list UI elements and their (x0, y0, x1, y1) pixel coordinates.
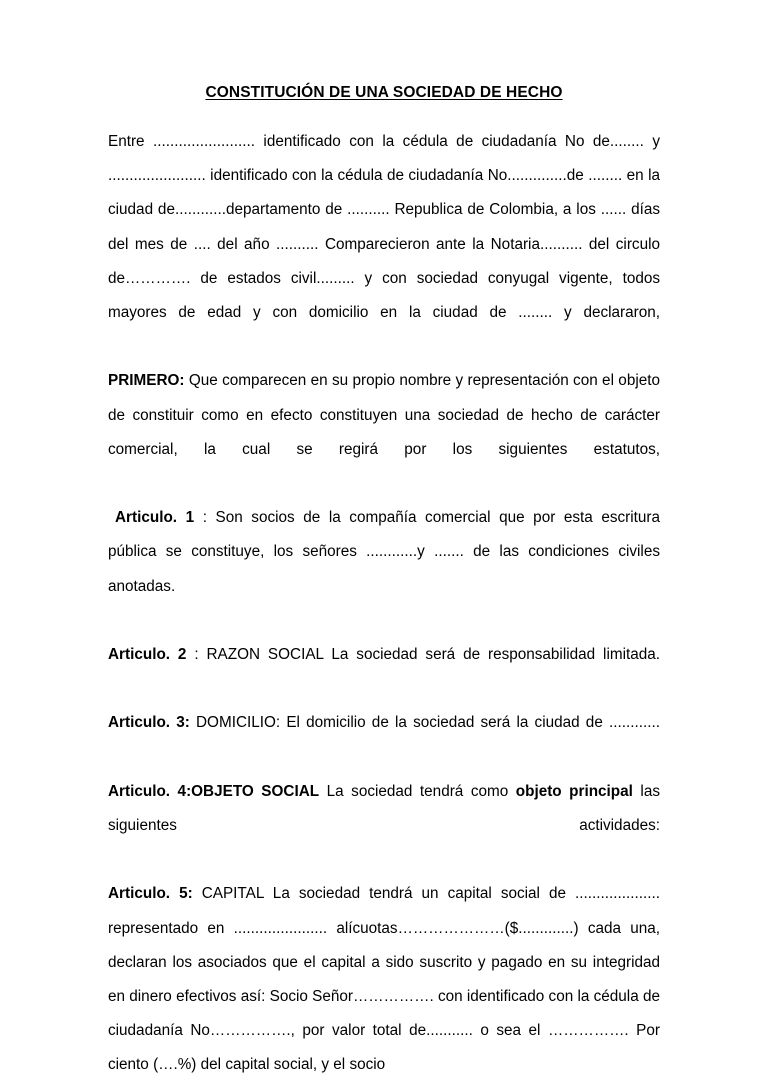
paragraph-articulo-3 (108, 706, 660, 774)
preamble-text: Entre ........................ identificado con la cédula de ciudadanía No de........ y ....................... identificado con la cédula de ciudadanía No..............de ........ en la ciudad de............departamento de .......... Republica de Colombia, a los ...... días del mes de .... del año .......... Comparecieron ante la Notaria.......... del circulo de…………. de estados civil......... y con sociedad conyugal vigente, todos mayores de edad y con domicilio en la ciudad de ........ y declararon, (108, 133, 660, 322)
document-body (108, 82, 660, 1083)
page-title-text: CONSTITUCIÓN DE UNA SOCIEDAD DE HECHO (205, 84, 563, 101)
paragraph-articulo-4 (108, 775, 660, 878)
primero-label: PRIMERO: (108, 372, 185, 390)
articulo-5-text: CAPITAL La sociedad tendrá un capital social de .................... representado en ...................... alícuotas…………………($.............) cada una, declaran los asociados que el capital a sido suscrito y pagado en su integridad en dinero efectivos así: Socio Señor……………. con identificado con la cédula de ciudadanía No……………., por valor total de........... o sea el ……………. Por ciento (….%) del capital social, y el socio (108, 885, 661, 1074)
articulo-4-label: Articulo. 4:OBJETO SOCIAL (108, 782, 320, 800)
articulo-4-emphasis: objeto principal (515, 782, 633, 800)
articulo-5-label: Articulo. 5: (108, 885, 193, 903)
articulo-1-text: : Son socios de la compañía comercial que por esta escritura pública se constituye, los señores ............y ....... de las condiciones civiles anotadas. (108, 509, 661, 595)
paragraph-preamble (108, 125, 660, 364)
articulo-3-label: Articulo. 3: (108, 714, 190, 732)
articulo-1-label: Articulo. 1 (115, 509, 195, 527)
paragraph-articulo-2 (108, 638, 660, 706)
page-title (108, 82, 660, 104)
paragraph-articulo-1 (108, 501, 660, 638)
articulo-2-label: Articulo. 2 (108, 646, 187, 664)
paragraph-articulo-5 (108, 877, 660, 1082)
articulo-4-text-2: las siguientes actividades: (108, 782, 660, 835)
paragraph-primero (108, 364, 660, 501)
articulo-4-text-1: La sociedad tendrá como (319, 782, 516, 800)
articulo-3-text: DOMICILIO: El domicilio de la sociedad será la ciudad de ............ (189, 714, 661, 732)
primero-text: Que comparecen en su propio nombre y representación con el objeto de constituir como en efecto constituyen una sociedad de hecho de carácter comercial, la cual se regirá por los siguientes estatutos, (108, 372, 660, 458)
articulo-2-text: : RAZON SOCIAL La sociedad será de responsabilidad limitada. (186, 646, 661, 664)
